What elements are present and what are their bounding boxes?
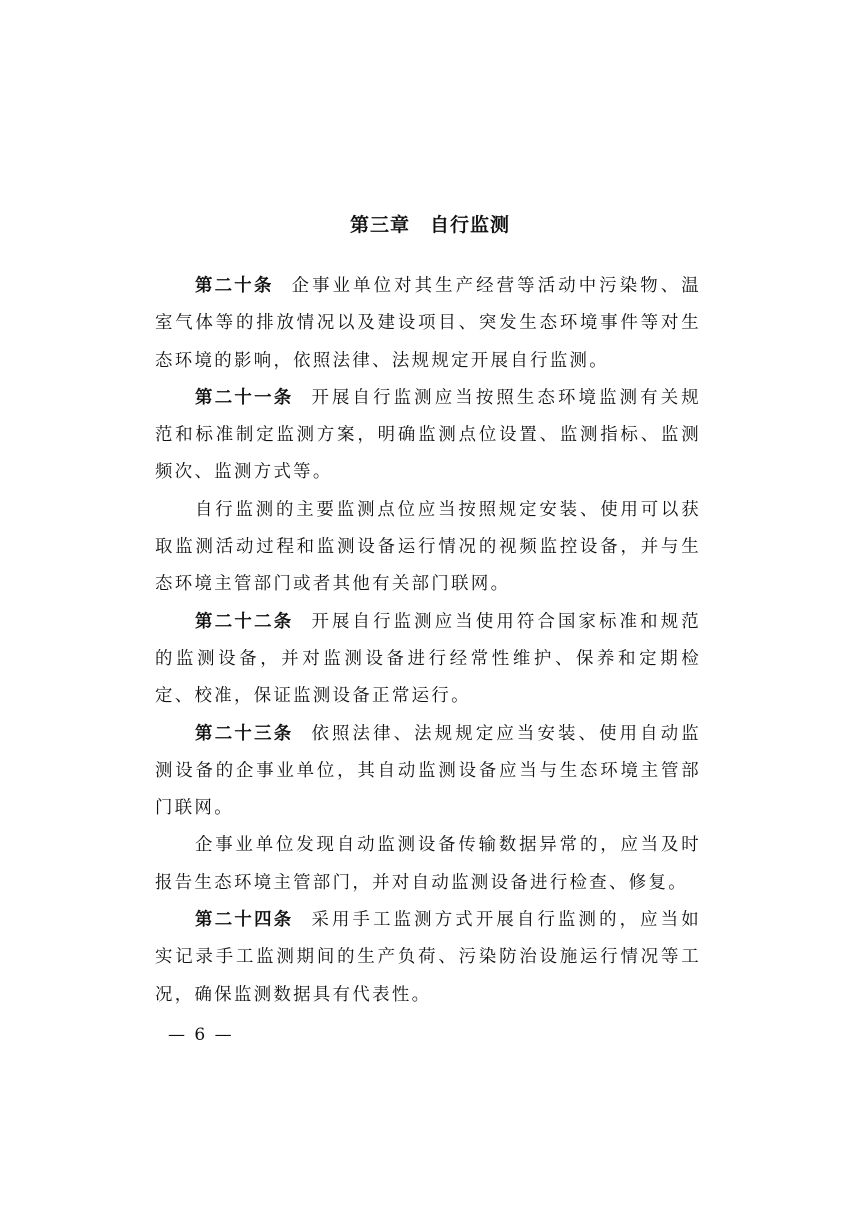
- article-number: 第二十二条: [195, 611, 294, 632]
- article-text: 采用手工监测方式开展自行监测的，应当如实记录手工监测期间的生产负荷、污染防治设施运行情况等工况，确保监测数据具有代表性。: [155, 910, 701, 1005]
- article-number: 第二十四条: [195, 910, 294, 931]
- article-text: 开展自行监测应当使用符合国家标准和规范的监测设备，并对监测设备进行经常性维护、保养和定期检定、校准，保证监测设备正常运行。: [155, 611, 701, 707]
- article-number: 第二十三条: [195, 723, 294, 744]
- article-text: 依照法律、法规规定应当安装、使用自动监测设备的企事业单位，其自动监测设备应当与生态环境主管部门联网。: [155, 723, 701, 819]
- article-number: 第二十一条: [195, 387, 294, 408]
- article-21-paragraph: [155, 380, 701, 492]
- article-24-paragraph: [155, 902, 701, 1014]
- article-23-continuation-paragraph: [155, 827, 701, 902]
- article-20-paragraph: [155, 268, 701, 380]
- article-number: 第二十条: [195, 276, 274, 296]
- article-text: 企事业单位发现自动监测设备传输数据异常的，应当及时报告生态环境主管部门，并对自动监测设备进行检查、修复。: [155, 835, 701, 893]
- article-22-paragraph: [155, 604, 701, 716]
- article-21-continuation-paragraph: [155, 492, 701, 604]
- article-text: 企事业单位对其生产经营等活动中污染物、温室气体等的排放情况以及建设项目、突发生态环境事件等对生态环境的影响，依照法律、法规规定开展自行监测。: [155, 276, 701, 371]
- body-text: [155, 268, 701, 1014]
- article-text: 自行监测的主要监测点位应当按照规定安装、使用可以获取监测活动过程和监测设备运行情况的视频监控设备，并与生态环境主管部门或者其他有关部门联网。: [155, 499, 701, 595]
- page-number: — 6 —: [168, 1025, 234, 1045]
- chapter-title: 第三章 自行监测: [349, 214, 510, 236]
- article-text: 开展自行监测应当按照生态环境监测有关规范和标准制定监测方案，明确监测点位设置、监测指标、监测频次、监测方式等。: [155, 387, 701, 483]
- article-23-paragraph: [155, 716, 701, 828]
